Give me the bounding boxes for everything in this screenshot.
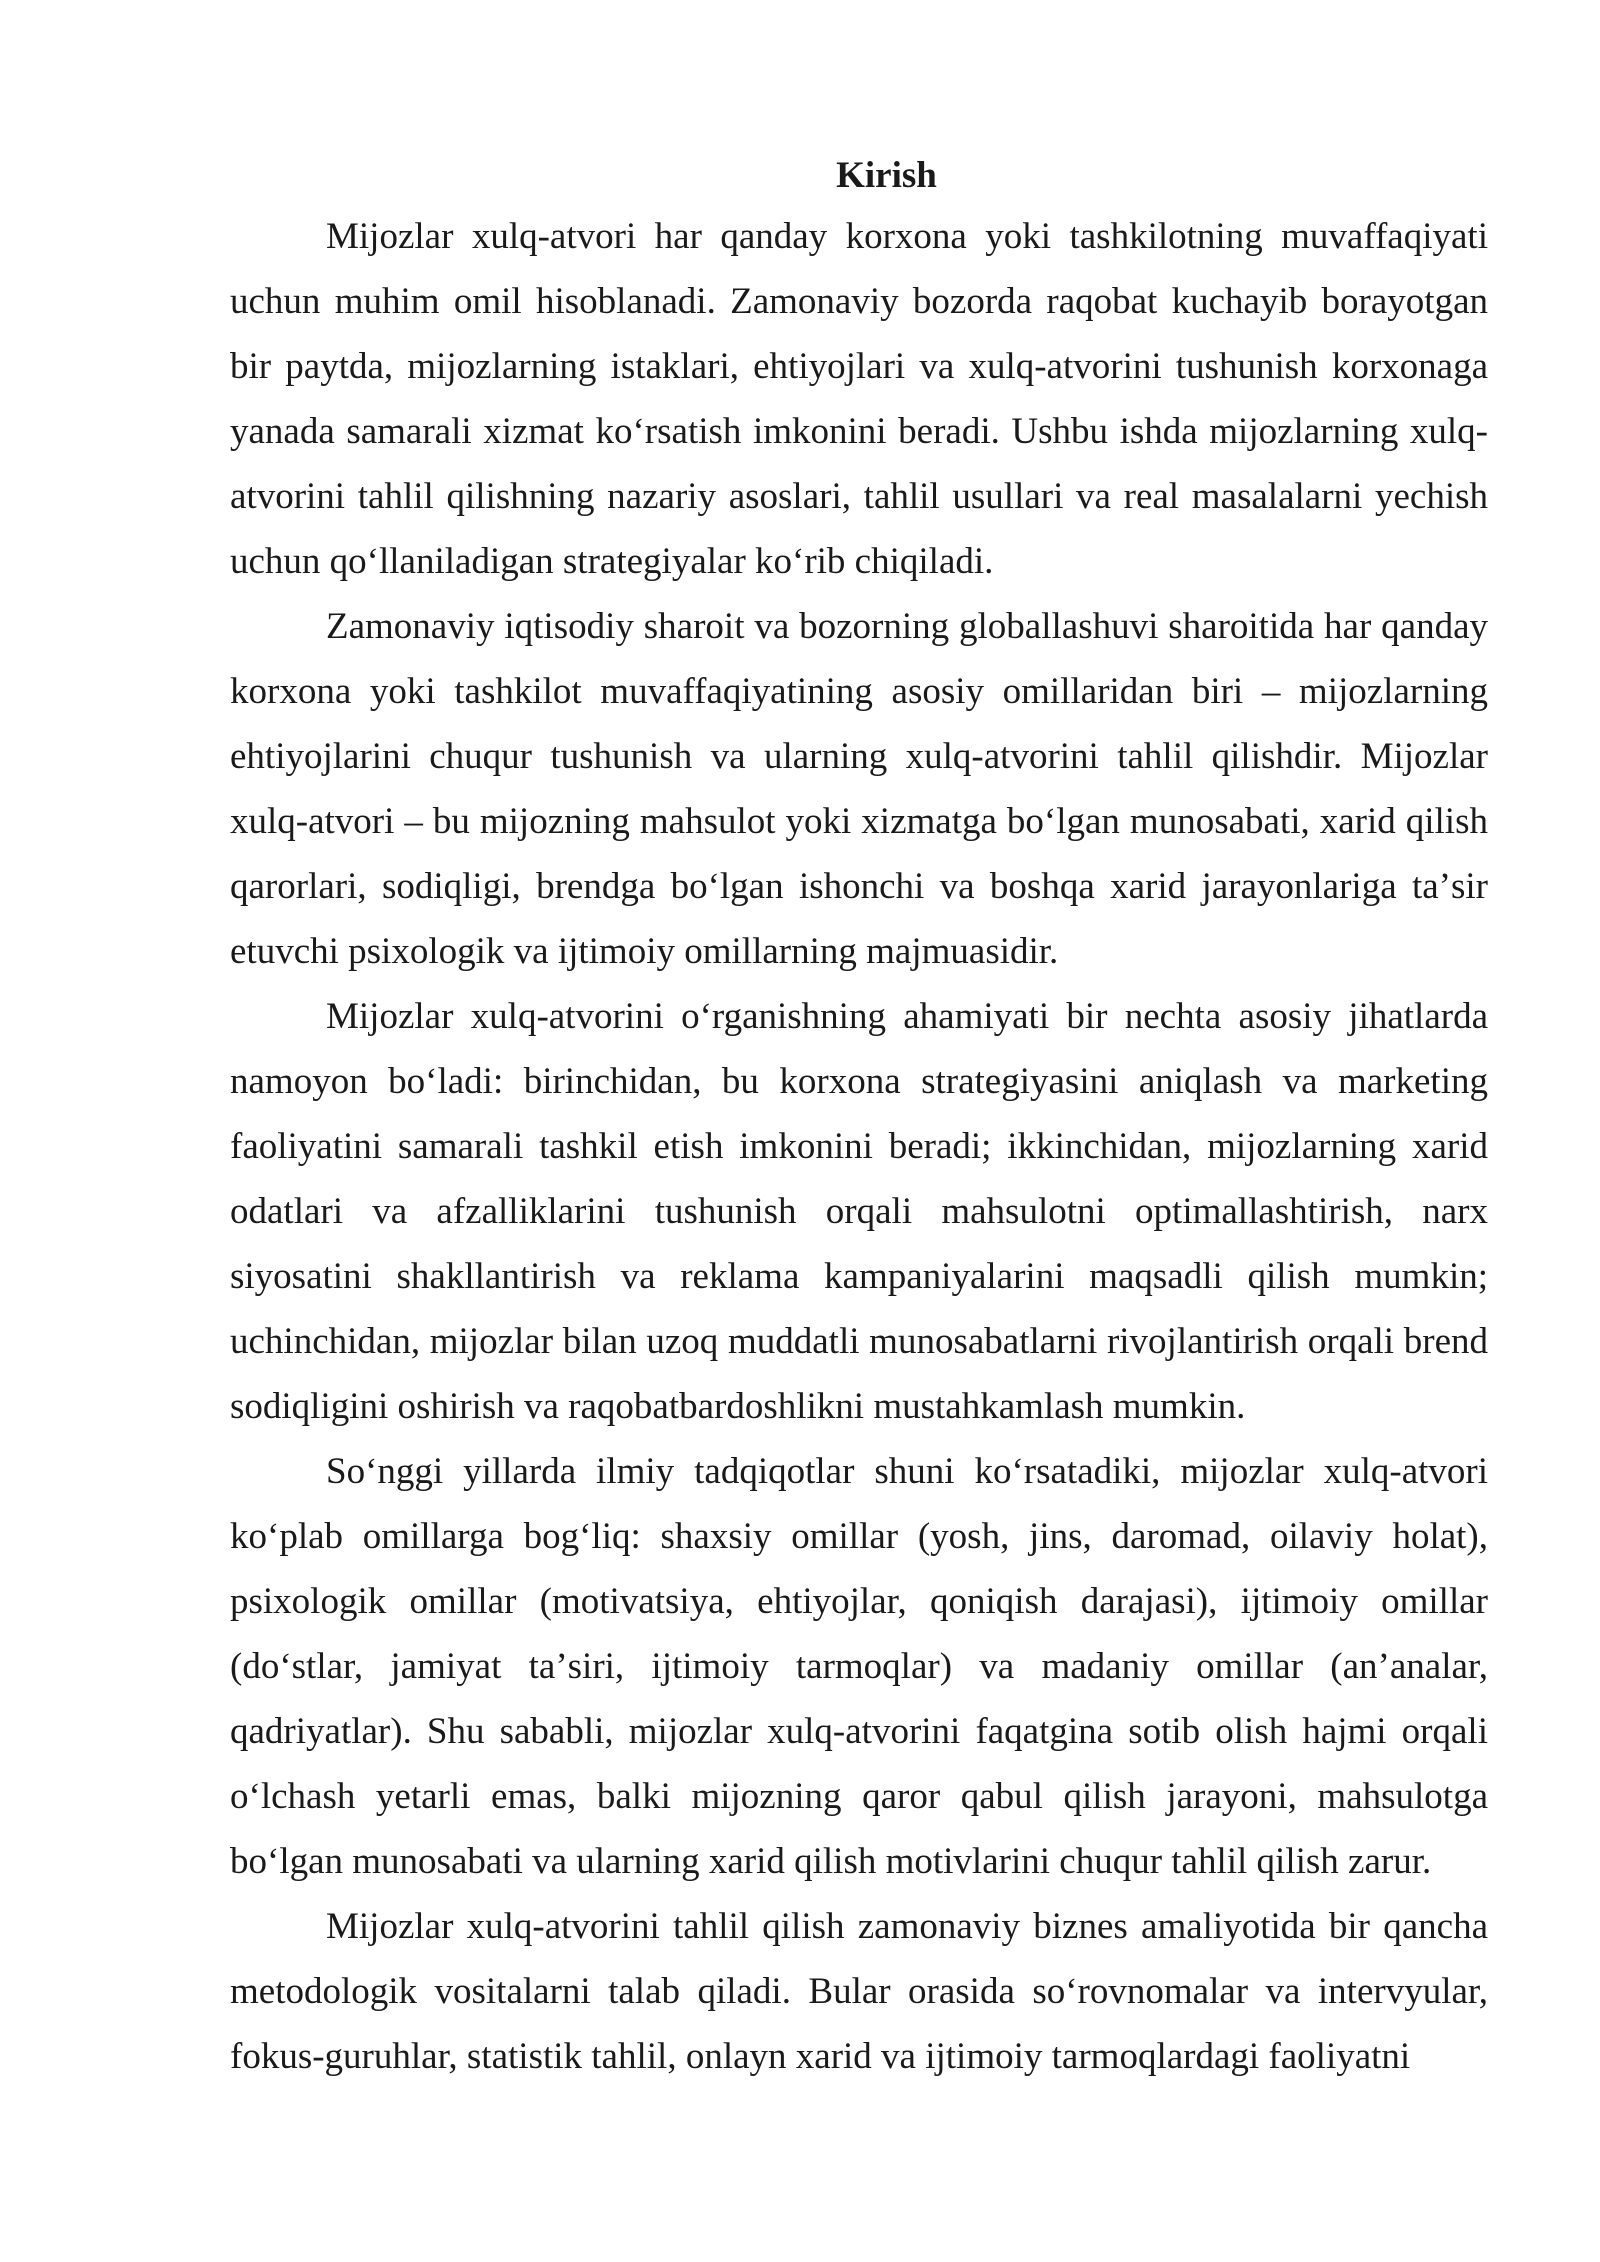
paragraph-3: Mijozlar xulq-atvorini oʻrganishning ahamiyati bir nechta asosiy jihatlarda namoyon boʻladi: birinchidan, bu korxona strategiyasini aniqlash va marketing faoliyatini samarali tashkil etish imkonini beradi; ikkinchidan, mijozlarning xarid odatlari va afzalliklarini tushunish orqali mahsulotni optimallashtirish, narx siyosatini shakllantirish va reklama kampaniyalarini maqsadli qilish mumkin; uchinchidan, mijozlar bilan uzoq muddatli munosabatlarni rivojlantirish orqali brend sodiqligini oshirish va raqobatbardoshlikni mustahkamlash mumkin. <box>230 996 1488 1427</box>
paragraph-1: Mijozlar xulq-atvori har qanday korxona yoki tashkilotning muvaffaqiyati uchun muhim omil hisoblanadi. Zamonaviy bozorda raqobat kuchayib borayotgan bir paytda, mijozlarning istaklari, ehtiyojlari va xulq-atvorini tushunish korxonaga yanada samarali xizmat koʻrsatish imkonini beradi. Ushbu ishda mijozlarning xulq-atvorini tahlil qilishning nazariy asoslari, tahlil usullari va real masalalarni yechish uchun qoʻllaniladigan strategiyalar koʻrib chiqiladi. <box>230 216 1488 582</box>
paragraph-2: Zamonaviy iqtisodiy sharoit va bozorning globallashuvi sharoitida har qanday korxona yoki tashkilot muvaffaqiyatining asosiy omillaridan biri – mijozlarning ehtiyojlarini chuqur tushunish va ularning xulq-atvorini tahlil qilishdir. Mijozlar xulq-atvori – bu mijozning mahsulot yoki xizmatga boʻlgan munosabati, xarid qilish qarorlari, sodiqligi, brendga boʻlgan ishonchi va boshqa xarid jarayonlariga taʼsir etuvchi psixologik va ijtimoiy omillarning majmuasidir. <box>230 606 1488 972</box>
document-body <box>230 148 1488 2089</box>
page-title: Kirish <box>836 155 937 196</box>
paragraph-5: Mijozlar xulq-atvorini tahlil qilish zamonaviy biznes amaliyotida bir qancha metodologik vositalarni talab qiladi. Bular orasida soʻrovnomalar va intervyular, fokus-guruhlar, statistik tahlil, onlayn xarid va ijtimoiy tarmoqlardagi faoliyatni <box>230 1906 1488 2077</box>
paragraph-4: Soʻnggi yillarda ilmiy tadqiqotlar shuni koʻrsatadiki, mijozlar xulq-atvori koʻplab omillarga bogʻliq: shaxsiy omillar (yosh, jins, daromad, oilaviy holat), psixologik omillar (motivatsiya, ehtiyojlar, qoniqish darajasi), ijtimoiy omillar (doʻstlar, jamiyat taʼsiri, ijtimoiy tarmoqlar) va madaniy omillar (anʼanalar, qadriyatlar). Shu sababli, mijozlar xulq-atvorini faqatgina sotib olish hajmi orqali oʻlchash yetarli emas, balki mijozning qaror qabul qilish jarayoni, mahsulotga boʻlgan munosabati va ularning xarid qilish motivlarini chuqur tahlil qilish zarur. <box>230 1451 1488 1882</box>
